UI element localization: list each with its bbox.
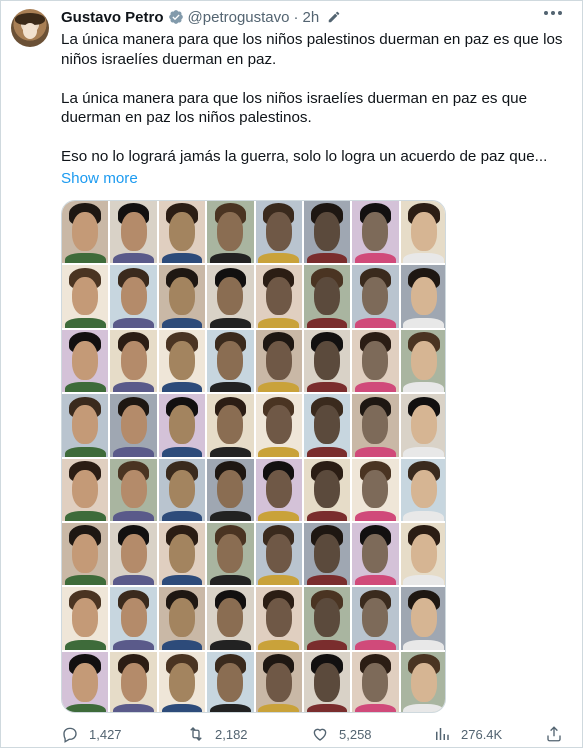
child-portrait	[352, 587, 398, 649]
child-portrait	[62, 652, 108, 713]
child-portrait	[256, 587, 302, 649]
child-portrait	[62, 201, 108, 263]
child-portrait	[62, 587, 108, 649]
child-portrait	[401, 652, 446, 713]
child-portrait	[304, 459, 350, 521]
child-portrait	[304, 201, 350, 263]
tweet-time[interactable]: 2h	[302, 8, 320, 26]
child-portrait	[256, 265, 302, 327]
children-photo-grid	[62, 201, 446, 713]
child-portrait	[62, 523, 108, 585]
child-portrait	[256, 201, 302, 263]
like-icon	[311, 725, 329, 743]
edit-pencil-icon[interactable]	[327, 10, 341, 24]
child-portrait	[304, 330, 350, 392]
child-portrait	[159, 330, 205, 392]
child-portrait	[159, 459, 205, 521]
child-portrait	[159, 587, 205, 649]
child-portrait	[304, 587, 350, 649]
child-portrait	[159, 265, 205, 327]
child-portrait	[110, 587, 156, 649]
retweet-count: 2,182	[215, 726, 248, 742]
child-portrait	[159, 201, 205, 263]
child-portrait	[62, 459, 108, 521]
child-portrait	[304, 523, 350, 585]
tweet-actions	[61, 723, 561, 745]
like-count: 5,258	[339, 726, 372, 742]
like-button[interactable]	[311, 725, 372, 743]
child-portrait	[256, 330, 302, 392]
views-button[interactable]	[433, 725, 502, 743]
child-portrait	[207, 394, 253, 456]
child-portrait	[256, 394, 302, 456]
share-button[interactable]	[545, 725, 563, 743]
child-portrait	[401, 201, 446, 263]
child-portrait	[207, 265, 253, 327]
child-portrait	[159, 523, 205, 585]
tweet-paragraph-3: Eso no lo logrará jamás la guerra, solo lo logra un acuerdo de paz que...	[61, 148, 548, 165]
child-portrait	[110, 523, 156, 585]
child-portrait	[256, 459, 302, 521]
share-icon	[545, 725, 563, 743]
child-portrait	[304, 265, 350, 327]
child-portrait	[62, 265, 108, 327]
author-handle[interactable]: @petrogustavo	[187, 8, 290, 26]
child-portrait	[304, 652, 350, 713]
child-portrait	[207, 201, 253, 263]
child-portrait	[352, 394, 398, 456]
reply-icon	[61, 725, 79, 743]
child-portrait	[110, 652, 156, 713]
child-portrait	[207, 523, 253, 585]
child-portrait	[352, 265, 398, 327]
separator-dot: ·	[293, 8, 299, 26]
child-portrait	[352, 330, 398, 392]
reply-count: 1,427	[89, 726, 122, 742]
child-portrait	[304, 394, 350, 456]
child-portrait	[207, 652, 253, 713]
child-portrait	[110, 201, 156, 263]
tweet-text	[61, 30, 571, 167]
child-portrait	[110, 265, 156, 327]
reply-button[interactable]	[61, 725, 122, 743]
author-name[interactable]: Gustavo Petro	[61, 8, 164, 26]
child-portrait	[401, 587, 446, 649]
tweet-image[interactable]	[61, 200, 446, 713]
child-portrait	[207, 587, 253, 649]
child-portrait	[256, 652, 302, 713]
tweet-paragraph-2: La única manera para que los niños israelíes duerman en paz es que duerman en paz los niños palestinos.	[61, 89, 528, 126]
child-portrait	[352, 459, 398, 521]
child-portrait	[62, 330, 108, 392]
views-icon	[433, 725, 451, 743]
child-portrait	[110, 394, 156, 456]
retweet-icon	[187, 725, 205, 743]
child-portrait	[256, 523, 302, 585]
view-count: 276.4K	[461, 726, 503, 742]
child-portrait	[110, 459, 156, 521]
child-portrait	[401, 265, 446, 327]
author-avatar[interactable]	[11, 9, 49, 47]
child-portrait	[401, 459, 446, 521]
child-portrait	[159, 652, 205, 713]
child-portrait	[401, 523, 446, 585]
child-portrait	[207, 330, 253, 392]
more-options-icon[interactable]	[544, 11, 564, 17]
child-portrait	[62, 394, 108, 456]
verified-badge-icon	[168, 9, 184, 25]
child-portrait	[159, 394, 205, 456]
show-more-link[interactable]: Show more	[61, 170, 138, 187]
child-portrait	[352, 523, 398, 585]
child-portrait	[352, 652, 398, 713]
child-portrait	[207, 459, 253, 521]
retweet-button[interactable]	[187, 725, 248, 743]
child-portrait	[401, 394, 446, 456]
child-portrait	[110, 330, 156, 392]
child-portrait	[352, 201, 398, 263]
tweet-header	[61, 7, 341, 27]
tweet-paragraph-1: La única manera para que los niños palestinos duerman en paz es que los niños israelíes duerman en paz.	[61, 31, 563, 68]
child-portrait	[401, 330, 446, 392]
